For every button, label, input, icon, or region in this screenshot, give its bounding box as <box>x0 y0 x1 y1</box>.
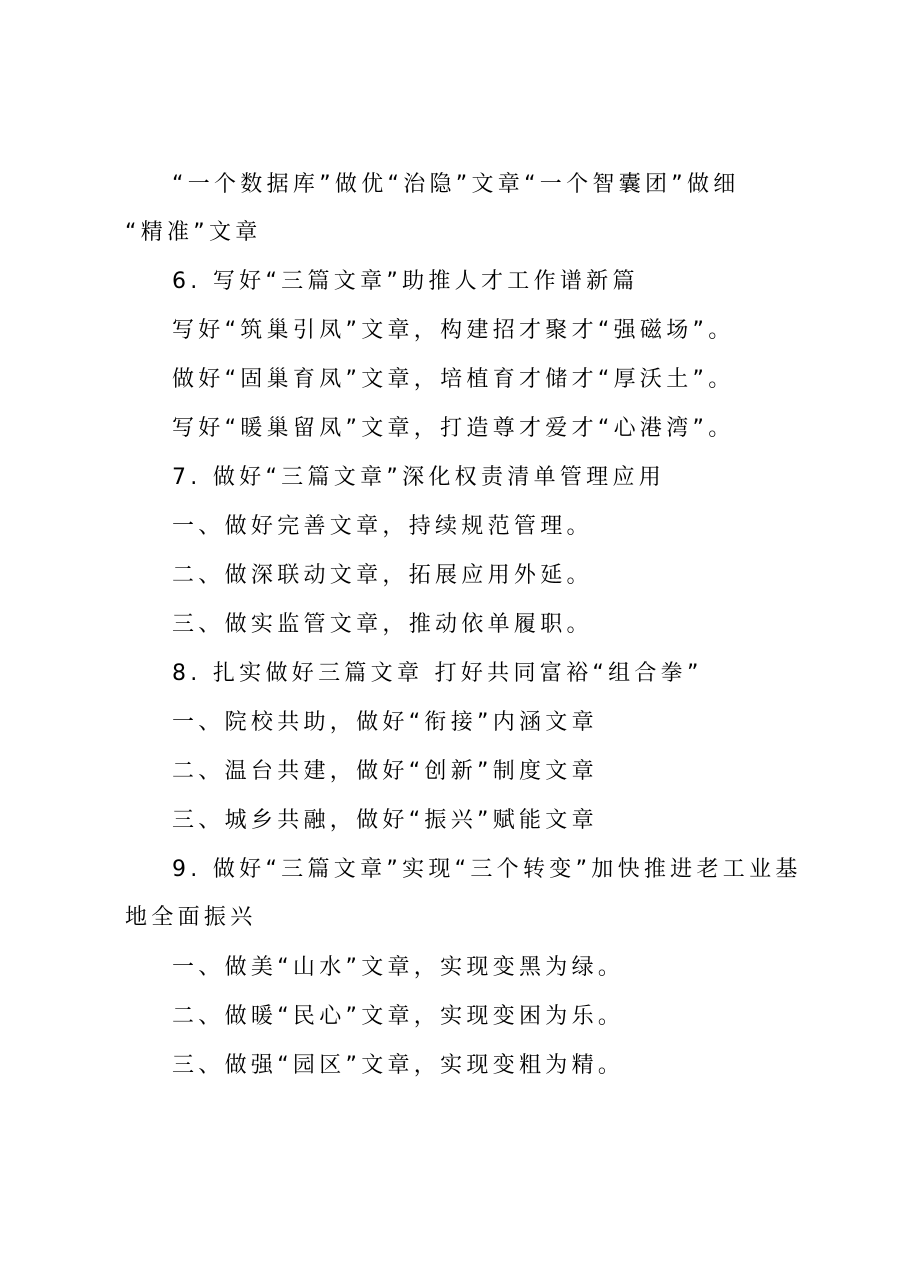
paragraph-line: 三、做实监管文章，推动依单履职。 <box>172 612 593 637</box>
section-heading: 9. 做好“三篇文章”实现“三个转变”加快推进老工业基 <box>172 857 802 882</box>
paragraph-line: 三、做强“园区”文章，实现变粗为精。 <box>172 1053 625 1078</box>
paragraph-line: 做好“固巢育凤”文章，培植育才储才“厚沃土”。 <box>172 367 735 392</box>
paragraph-line: 三、城乡共融，做好“振兴”赋能文章 <box>172 808 598 833</box>
paragraph-line: 一、做好完善文章，持续规范管理。 <box>172 514 593 539</box>
paragraph-line: 一、做美“山水”文章，实现变黑为绿。 <box>172 955 625 980</box>
paragraph-line: 写好“暖巢留凤”文章，打造尊才爱才“心港湾”。 <box>172 416 735 441</box>
paragraph-line: 一、院校共助，做好“衔接”内涵文章 <box>172 710 598 735</box>
paragraph-line: 二、做暖“民心”文章，实现变困为乐。 <box>172 1004 625 1029</box>
paragraph-line: “精准”文章 <box>125 220 262 245</box>
section-heading-continuation: 地全面振兴 <box>125 905 257 930</box>
section-heading: 7. 做好“三篇文章”深化权责清单管理应用 <box>172 465 666 490</box>
section-heading: 6. 写好“三篇文章”助推人才工作谱新篇 <box>172 269 639 294</box>
paragraph-line: “一个数据库”做优“治隐”文章“一个智囊团”做细 <box>172 172 740 197</box>
paragraph-line: 二、温台共建，做好“创新”制度文章 <box>172 759 598 784</box>
paragraph-line: 二、做深联动文章，拓展应用外延。 <box>172 563 593 588</box>
paragraph-line: 写好“筑巢引凤”文章，构建招才聚才“强磁场”。 <box>172 318 735 343</box>
section-heading: 8. 扎实做好三篇文章 打好共同富裕“组合拳” <box>172 661 703 686</box>
